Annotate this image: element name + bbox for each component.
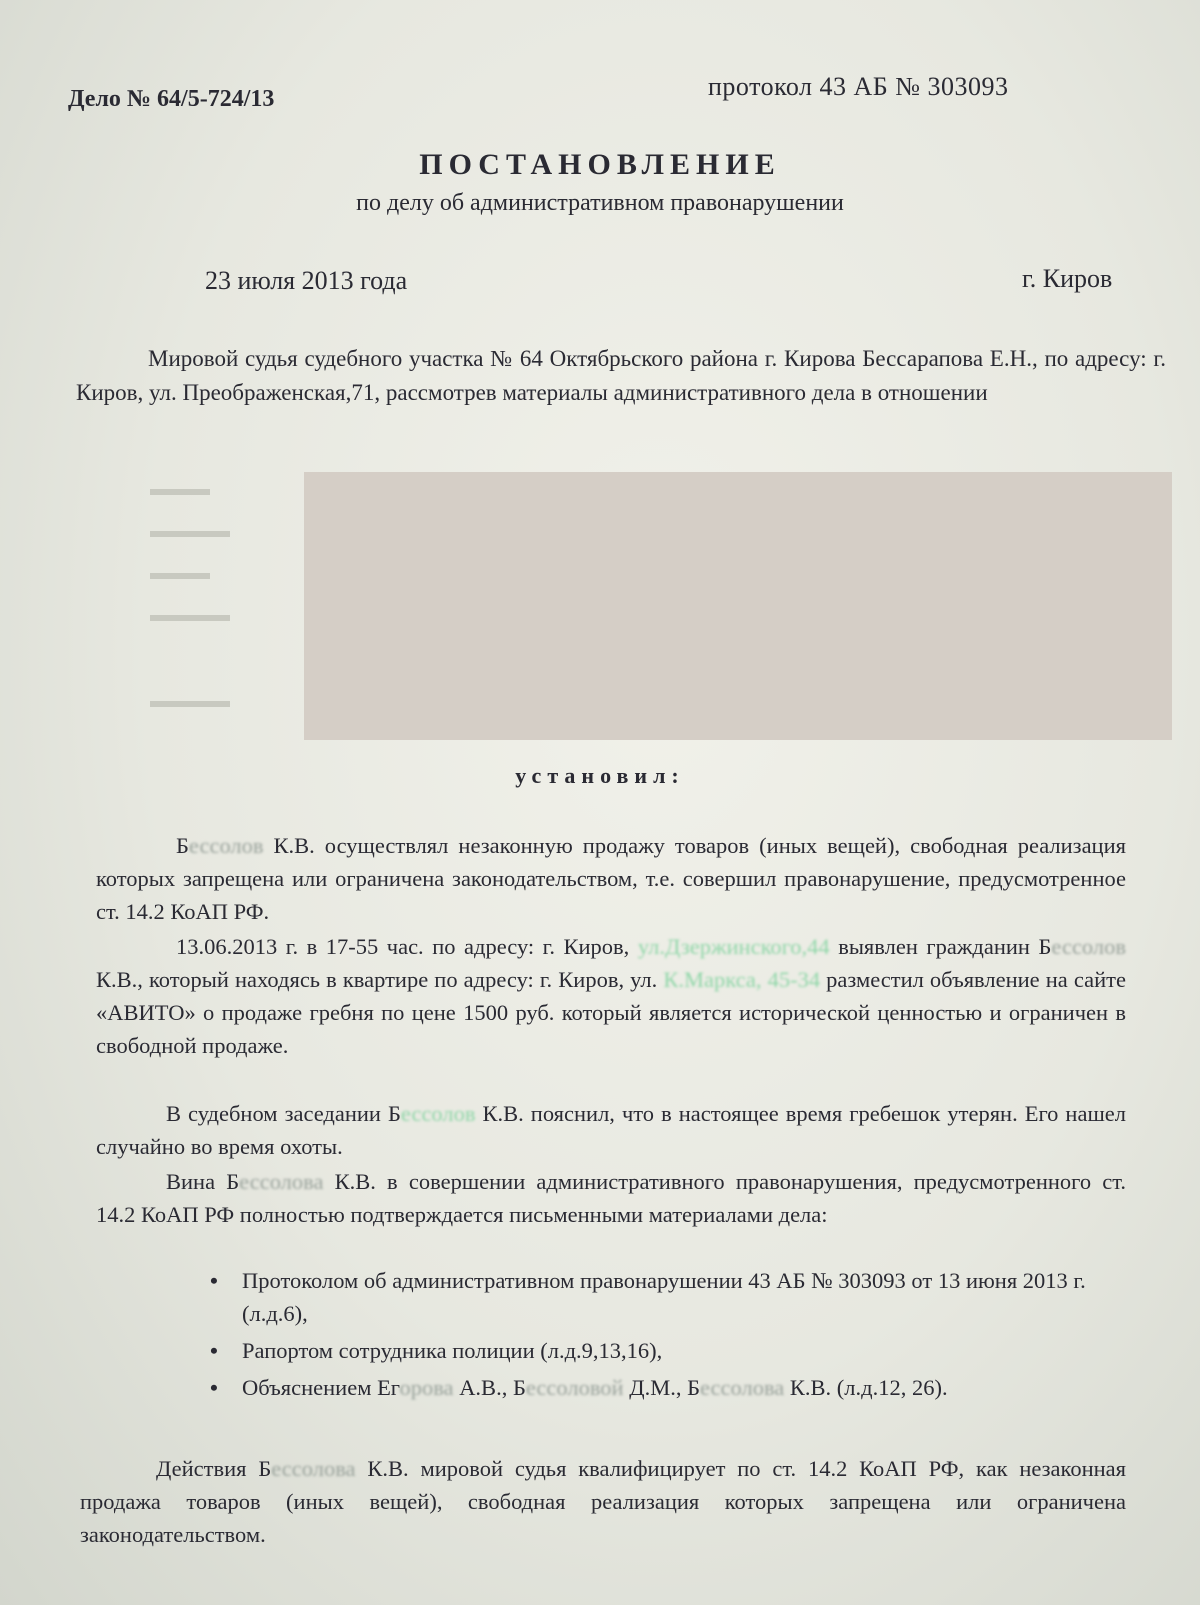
paragraph-text: К.В., который находясь в квартире по адресу: г. Киров, ул. [96,967,664,992]
list-item-text: Объяснением Ег [242,1375,400,1400]
list-item-text: А.В., Б [453,1375,526,1400]
paragraph-qualification [80,1452,1126,1551]
protocol-number: протокол 43 АБ № 303093 [708,72,1009,101]
document-title: ПОСТАНОВЛЕНИЕ [419,148,781,181]
paragraph-text: Действия Б [156,1456,272,1481]
list-item: • Рапортом сотрудника полиции (л.д.9,13,16), [210,1334,1120,1367]
paragraph-guilt [96,1165,1126,1231]
redacted-address: ул.Дзержинского,44 [637,934,830,959]
redacted-name: ессолов [188,833,264,858]
list-item-text: К.В. (л.д.12, 26). [784,1375,948,1400]
paragraph-text: выявлен гражданин Б [829,934,1052,959]
paragraph-text: К.В. осуществлял незаконную продажу товаров (иных вещей), свободная реализация которых запрещена или ограничена законодательством, т.е. совершил правонарушение, предусмотренное ст. 14.2 КоАП РФ. [96,833,1126,924]
intro-paragraph: Мировой судья судебного участка № 64 Октябрьского района г. Кирова Бессарапова Е.Н., по адресу: г. Киров, ул. Преображенская,71, рассмотрев материалы административного дела в отношении [76,346,1166,405]
paragraph-text: разместил объявление на сайте «АВИТО» о продаже гребня по цене 1500 руб. который является исторической ценностью и ограничен в свободной продаже. [96,967,1126,1058]
redacted-name: орова [399,1375,454,1400]
paragraph-text: В судебном заседании Б [166,1101,401,1126]
redacted-name: ессолов [400,1101,476,1126]
redacted-address: К.Маркса, 45-34 [663,967,821,992]
paragraph-text: 13.06.2013 г. в 17-55 час. по адресу: г. Киров, [176,934,638,959]
name-fragment: Б [176,833,189,858]
redacted-name: ессолов [1051,934,1126,959]
document-city: г. Киров [1022,264,1113,293]
paragraph-text: К.В. пояснил, что в настоящее время гребешок утерян. Его нашел случайно во время охоты. [96,1101,1127,1159]
paragraph-text: К.В. мировой судья квалифицирует по ст. 14.2 КоАП РФ, как незаконная продажа товаров (иных вещей), свободная реализация которых запрещена или ограничена законодательством. [80,1456,1126,1547]
redacted-name: ессолова [271,1456,356,1481]
established-heading: установил: [515,763,685,788]
evidence-list [210,1264,1120,1408]
paragraph-text: К.В. в совершении административного правонарушения, предусмотренного ст. 14.2 КоАП РФ полностью подтверждается письменными материалами дела: [96,1169,1126,1227]
case-number: Дело № 64/5-724/13 [68,86,275,112]
redacted-name: ессоловой [525,1375,624,1400]
faded-line: ▬▬▬ [150,562,210,584]
faded-line: ▬▬▬▬ [150,520,230,542]
paragraph-text: Вина Б [166,1169,240,1194]
list-item [210,1371,1120,1404]
faded-line: ▬▬▬ [150,478,210,500]
paragraph-offense [96,829,1126,928]
redacted-name: ессолова [700,1375,785,1400]
list-item: • Протоколом об административном правонарушении 43 АБ № 303093 от 13 июня 2013 г. (л.д.6), [210,1264,1120,1330]
redaction-block [304,472,1172,740]
faded-line: ▬▬▬▬ [150,604,230,626]
document-subtitle: по делу об административном правонарушении [356,190,844,216]
list-item-text: Д.М., Б [623,1375,700,1400]
document-date: 23 июля 2013 года [205,266,408,295]
faded-line: ▬▬▬▬ [150,690,230,712]
paragraph-detection [96,930,1126,1062]
paragraph-hearing [96,1097,1126,1163]
redacted-name: ессолова [239,1169,324,1194]
